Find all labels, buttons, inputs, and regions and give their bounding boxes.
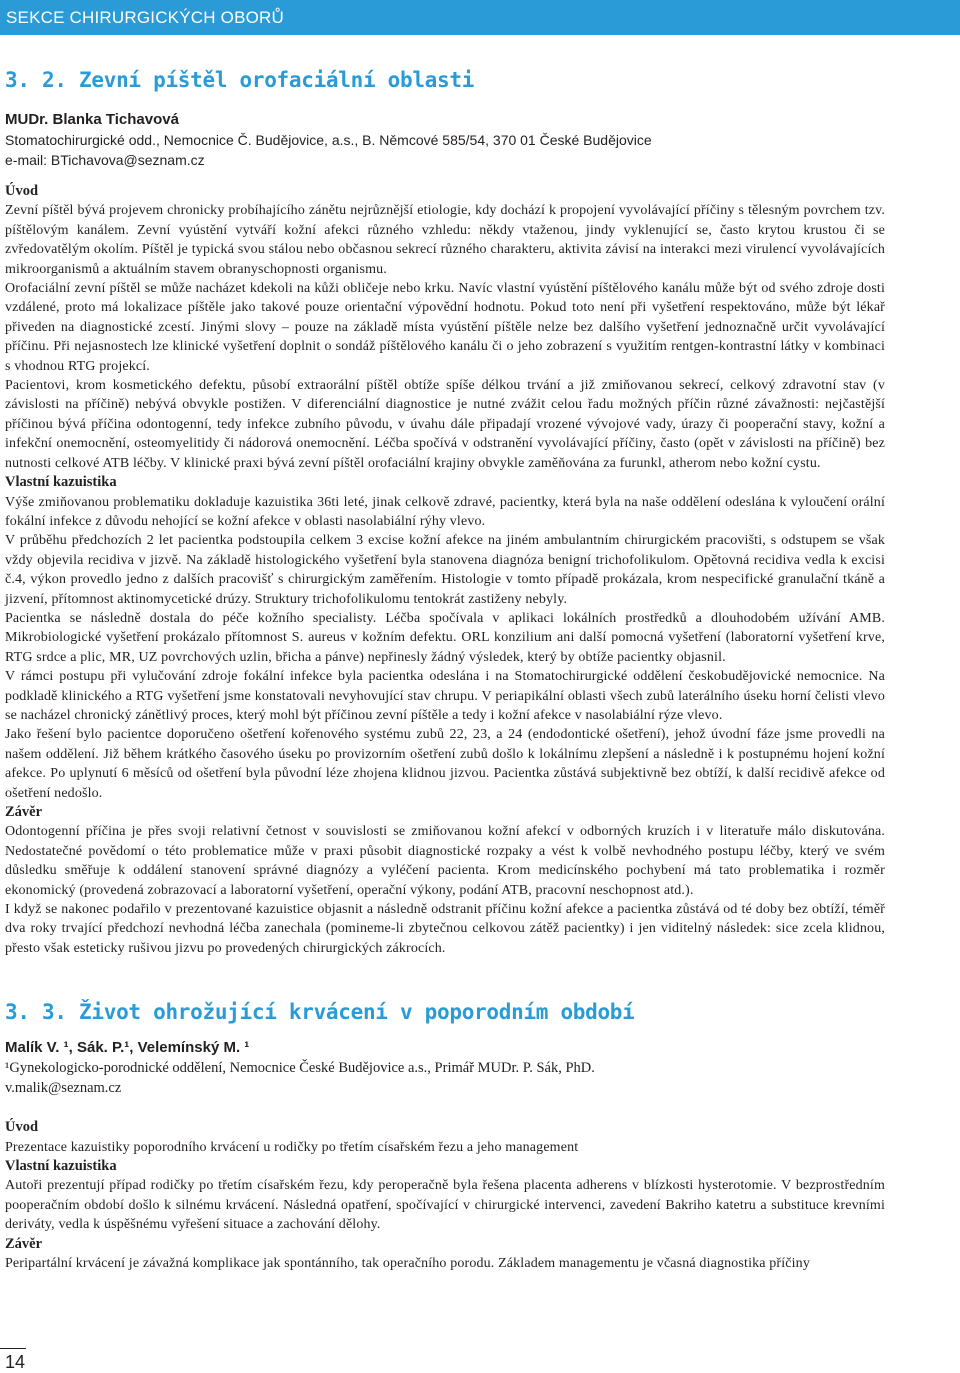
- article1-kazuistika-paragraph: Pacientka se následně dostala do péče kožního specialisty. Léčba spočívala v aplikaci lokálních prostředků a dlouhodobém užívání AMB. Mikrobiologické vyšetření prokázalo přítomnost S. aureus v kožním defektu. ORL konzilium ani další pomocná vyšetření (laboratorní vyšetření krve, RTG srdce a plic, MR, UZ povrchových uzlin, břicha a pánve) nepřinesly žádný výsledek, který by obtíže pacientky objasnil.: [5, 610, 885, 665]
- article1-kazuistika-paragraph: Jako řešení bylo pacientce doporučeno ošetření kořenového systému zubů 22, 23, a 24 (endodontické ošetření), jehož úvodní fáze jsme provedli na našem oddělení. Již během krátkého časového úseku po provizorním ošetření zubů došlo k lokálnímu zlepšení a následně i k postupnému hojení kožní afekce. Po uplynutí 6 měsíců od ošetření byla původní léze zhojena klidnou jizvou. Pacientka zůstává subjektivně bez obtíží, k další recidivě afekce od ošetření nedošlo.: [5, 727, 885, 801]
- page-number: 14: [5, 1352, 26, 1372]
- article1-uvod-heading: Úvod: [5, 183, 39, 199]
- article2-uvod-paragraph: Prezentace kazuistiky poporodního krvácení u rodičky po třetím císařském řezu a jeho management: [5, 1139, 579, 1155]
- page-content: [5, 68, 885, 1274]
- article2-uvod-heading: Úvod: [5, 1119, 39, 1136]
- section-banner: [0, 0, 960, 35]
- article2-zaver-paragraph: Peripartální krvácení je závažná komplikace jak spontánního, tak operačního porodu. Základem managementu je včasná diagnostika příčiny: [5, 1256, 810, 1272]
- section-banner-title: SEKCE CHIRURGICKÝCH OBORŮ: [6, 8, 284, 27]
- article2-authors: Malík V. ¹, Sák. P.¹, Velemínský M. ¹: [5, 1039, 250, 1057]
- article1-kazuistika-heading: Vlastní kazuistika: [5, 474, 117, 491]
- article1-zaver-paragraph: Odontogenní příčina je přes svoji relativní četnost v souvislosti se zmiňovanou kožní afekcí v odborných kruzích i v literatuře málo diskutována. Nedostatečné povědomí o této problematice může v praxi působit diagnostické rozpaky a vést k volbě nevhodného postupu léčby, který ve svém důsledku směřuje k oddálení stanovení správné diagnózy a vyléčení pacienta. Krom medicínského pochybení má tato problematika i rozměr ekonomický (provedená zobrazovací a laboratorní vyšetření, operační výkony, podání ATB, pracovní neschopnost atd.).: [5, 824, 885, 898]
- article2-kazuistika-paragraph: Autoři prezentují případ rodičky po třetím císařském řezu, kdy peroperačně byla řešena placenta adherens v blízkosti hysterotomie. V bezprostředním pooperačním období došlo k silnému krvácení. Následná opatření, spočívající v chirurgické intervenci, zavedení Bakriho katetru a substituce krevními deriváty, vedla k úspěšnému vyřešení situace a zachování dělohy.: [5, 1178, 885, 1233]
- article1-kazuistika-paragraph: V rámci postupu při vylučování zdroje fokální infekce byla pacientka odeslána i na Stomatochirurgické oddělení českobudějovické nemocnice. Na podkladě klinického a RTG vyšetření jsme konstatovali nevyhovující stav chrupu. V periapikální oblasti všech zubů laterálního úseku horní čelisti vlevo se nacházel chronický zánětlivý proces, který mohl být příčinou zevní píštěle a tedy i kožní afekce v nasolabiální rýze vlevo.: [5, 669, 885, 723]
- article2-affiliation: ¹Gynekologicko-porodnické oddělení, Nemocnice České Budějovice a.s., Primář MUDr. P. Sák, PhD.: [5, 1060, 595, 1077]
- article2-zaver-heading: Závěr: [5, 1235, 43, 1252]
- article2-title: 3. 3. Život ohrožující krvácení v poporodním období: [5, 1000, 635, 1025]
- article1-title: 3. 2. Zevní píštěl orofaciální oblasti: [5, 68, 475, 92]
- article1-uvod-paragraph: Pacientovi, krom kosmetického defektu, působí extraorální píštěl obtíže spíše délkou trvání a již zmiňovanou sekrecí, celkový zdravotní stav (v závislosti na příčině) nebývá obvykle postižen. V diferenciální diagnostice je nutné zvážit celou řadu možných příčin různé závažnosti: nejčastější příčinou bývá příčina odontogenní, tedy infekce zubního původu, v úvahu dále připadají vrozené vývojové vady, úrazy či pooperační stavy, kožní a infekční onemocnění, osteomyelitidy či nádorová onemocnění. Léčba spočívá v odstranění vyvolávající příčiny, často (opět v závislosti na příčině) bez nutnosti celkové ATB léčby. V klinické praxi bývá zevní píštěl orofaciální krajiny obvykle zaměňována za furunkl, atherom nebo kožní cystu.: [5, 378, 885, 471]
- article1-zaver-paragraph: I když se nakonec podařilo v prezentované kazuistice objasnit a následně odstranit příčinu kožní afekce a pacientka zůstává od té doby bez obtíží, téměř dva roky trvající předchozí nevhodná léčba zanechala (pomineme-li zbytečnou celkovou zátěž pacientky) i jen viditelný následek: sice zcela klidnou, přesto však esteticky rušivou jizvu po provedených chirurgických zákrocích.: [5, 902, 885, 956]
- article1-uvod-paragraph: Zevní píštěl bývá projevem chronicky probíhajícího zánětu nejrůznější etiologie, kdy dochází k propojení vyvolávající příčiny s tělesným povrchem tzv. píštělovým kanálem. Zevní vyústění vytváří kožní afekci různého vzhledu: někdy vtaženou, jindy vyklenující se, často krytou krustou či se zvředovatělým okolím. Píštěl je typická svou stálou nebo občasnou sekrecí různého charakteru, aktivita závisí na interakci mezi virulencí vyvolávajících mikroorganismů a aktuálním stavem obranyschopnosti organismu.: [5, 203, 885, 277]
- article2-email[interactable]: v.malik@seznam.cz: [5, 1080, 122, 1097]
- article1-email[interactable]: e-mail: BTichavova@seznam.cz: [5, 152, 205, 168]
- article2-kazuistika-heading: Vlastní kazuistika: [5, 1158, 117, 1175]
- article1-zaver-heading: Závěr: [5, 804, 43, 820]
- article1-kazuistika-paragraph: V průběhu předchozích 2 let pacientka podstoupila celkem 3 excise kožní afekce na jiném ambulantním chirurgickém pracovišti, s odstupem se však vždy objevila recidiva v jizvě. Na základě histologického vyšetření byla stanovena diagnóza benigní trichofolikulom. Opětovná recidiva vedla k excisi č.4, výkon provedlo jedno z dalších pracovišť s chirurgickým zaměřením. Histologie v tomto případě prokázala, krom nespecifické granulační tkáně a jizvení, přítomnost aktinomycetické drúzy. Struktury trichofolikulomu tentokrát zastiženy nebyly.: [5, 533, 885, 607]
- article1-author: MUDr. Blanka Tichavová: [5, 111, 179, 128]
- article1-uvod-paragraph: Orofaciální zevní píštěl se může nacházet kdekoli na kůži obličeje nebo krku. Navíc vlastní vyústění píštělového kanálu může být od svého zdroje dosti vzdálené, proto má lokalizace píštěle jako takové pouze orientační výpovědní hodnotu. Pokud toto není při vyšetření respektováno, může být lékař přiveden na diagnostické zcestí. Jinými slovy – pouze na základě místa vyústění píštěle nelze bez dalšího vyšetření jednoznačně určit vyvolávající příčinu. Při nejasnostech lze klinické vyšetření doplnit o sondáž píštělového kanálu či o jeho zobrazení s využitím rentgen-kontrastní látky v kombinaci s vhodnou RTG projekcí.: [5, 281, 885, 374]
- article1-kazuistika-paragraph: Výše zmiňovanou problematiku dokladuje kazuistika 36ti leté, jinak celkově zdravé, pacientky, která byla na naše oddělení odeslána k vyloučení orální fokální infekce z důvodu nehojící se kožní afekce v oblasti nasolabiální rýhy vlevo.: [5, 494, 885, 529]
- article1-affiliation: Stomatochirurgické odd., Nemocnice Č. Budějovice, a.s., B. Němcové 585/54, 370 01 České Budějovice: [5, 132, 652, 148]
- page-number-rule: [0, 1348, 26, 1349]
